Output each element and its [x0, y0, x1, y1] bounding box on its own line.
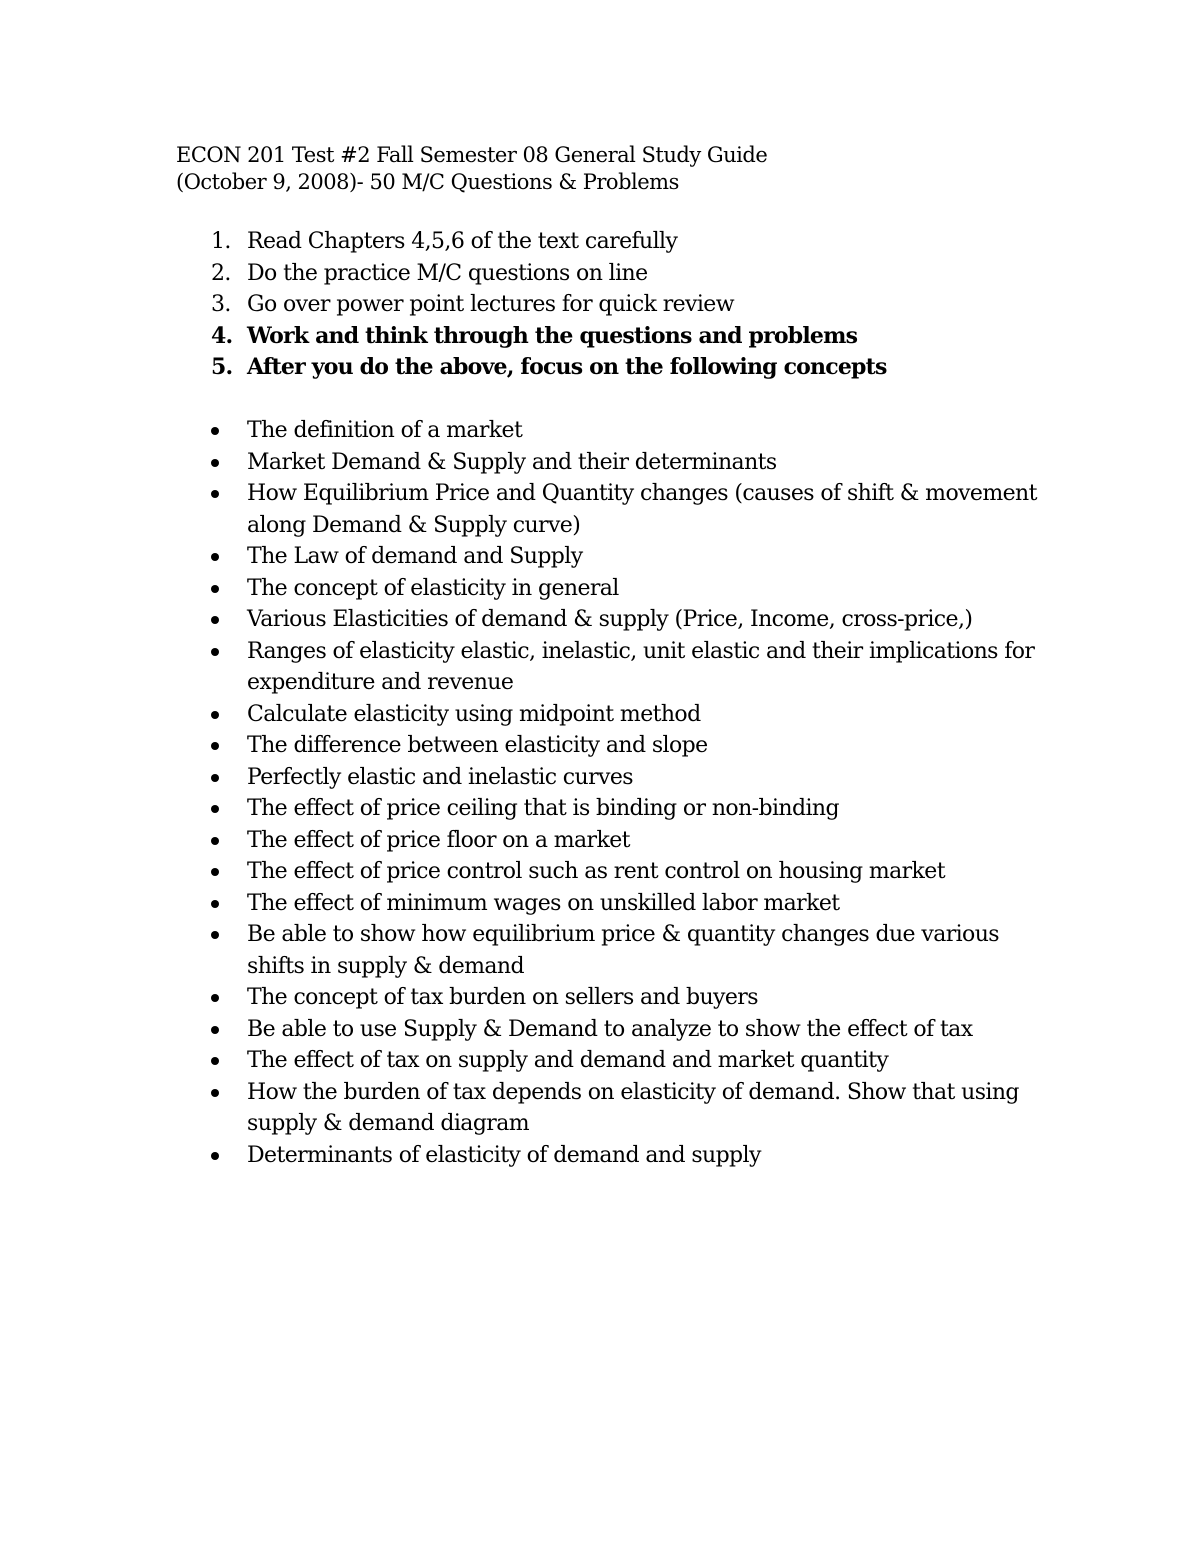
- concept-text: The effect of price floor on a market: [247, 827, 630, 853]
- concept-text: The difference between elasticity and slope: [247, 733, 708, 758]
- concept-text: The effect of price ceiling that is binding or non-binding: [247, 796, 839, 821]
- bullet-icon: [211, 1026, 219, 1034]
- concept-text: Calculate elasticity using midpoint method: [247, 701, 701, 727]
- step-number: 1.: [211, 229, 231, 254]
- bullet-icon: [211, 1152, 219, 1160]
- bullet-icon: [211, 711, 219, 719]
- concept-item: [0, 856, 1200, 888]
- document-header: [176, 142, 767, 196]
- concept-item: [0, 573, 1200, 605]
- step-text: Go over power point lectures for quick review: [247, 292, 734, 317]
- concept-text: Market Demand & Supply and their determinants: [247, 449, 777, 475]
- concept-item: [0, 762, 1200, 794]
- concept-item: [0, 447, 1200, 479]
- bullet-icon: [211, 648, 219, 656]
- concept-item: [0, 888, 1200, 920]
- concept-item: [0, 415, 1200, 447]
- concept-item: [0, 1140, 1200, 1172]
- concept-item: [0, 793, 1200, 825]
- bullet-icon: [211, 742, 219, 750]
- bullet-icon: [211, 837, 219, 845]
- step-number: 4.: [211, 322, 233, 349]
- step-number: 5.: [211, 354, 233, 380]
- bullet-icon: [211, 868, 219, 876]
- bullet-icon: [211, 1089, 219, 1097]
- concept-item: [0, 636, 1200, 699]
- concept-item: [0, 1014, 1200, 1046]
- bullet-icon: [211, 805, 219, 813]
- bullet-icon: [211, 585, 219, 593]
- concept-item: [0, 982, 1200, 1014]
- concept-item: [0, 919, 1200, 982]
- study-steps-list: [0, 226, 1200, 384]
- concepts-list: [0, 415, 1200, 1171]
- concept-item: [0, 604, 1200, 636]
- bullet-icon: [211, 1057, 219, 1065]
- concept-item: [0, 541, 1200, 573]
- step-text: Work and think through the questions and problems: [247, 322, 858, 349]
- step-item: [0, 352, 1200, 384]
- concept-text: Various Elasticities of demand & supply (Price, Income, cross-price,): [247, 607, 973, 632]
- step-item: [0, 226, 1200, 258]
- bullet-icon: [211, 459, 219, 467]
- concept-text: The effect of tax on supply and demand and market quantity: [247, 1048, 889, 1073]
- bullet-icon: [211, 994, 219, 1002]
- bullet-icon: [211, 490, 219, 498]
- step-number: 2.: [211, 260, 231, 286]
- concept-text: The Law of demand and Supply: [247, 544, 583, 569]
- step-text: Do the practice M/C questions on line: [247, 260, 648, 286]
- bullet-icon: [211, 427, 219, 435]
- step-item: [0, 258, 1200, 290]
- bullet-icon: [211, 616, 219, 624]
- concept-item: [0, 699, 1200, 731]
- concept-text: Ranges of elasticity elastic, inelastic, unit elastic and their implications for expenditure and revenue: [247, 638, 1035, 695]
- step-text: After you do the above, focus on the following concepts: [247, 354, 887, 380]
- concept-text: How the burden of tax depends on elasticity of demand. Show that using supply & demand diagram: [247, 1079, 1019, 1136]
- bullet-icon: [211, 774, 219, 782]
- step-item: [0, 321, 1200, 353]
- concept-item: [0, 1077, 1200, 1140]
- bullet-icon: [211, 931, 219, 939]
- concept-item: [0, 730, 1200, 762]
- concept-text: Be able to use Supply & Demand to analyze to show the effect of tax: [247, 1016, 973, 1042]
- concept-item: [0, 478, 1200, 541]
- concept-text: Perfectly elastic and inelastic curves: [247, 764, 633, 790]
- concept-text: The definition of a market: [247, 418, 523, 443]
- concept-text: The concept of elasticity in general: [247, 575, 619, 601]
- header-subtitle: (October 9, 2008)- 50 M/C Questions & Problems: [176, 170, 679, 194]
- concept-text: Determinants of elasticity of demand and supply: [247, 1142, 761, 1168]
- concept-text: The effect of minimum wages on unskilled labor market: [247, 890, 840, 916]
- concept-text: Be able to show how equilibrium price & quantity changes due various shifts in supply & demand: [247, 922, 999, 979]
- step-number: 3.: [211, 292, 231, 317]
- step-item: [0, 289, 1200, 321]
- concept-item: [0, 825, 1200, 857]
- header-title: ECON 201 Test #2 Fall Semester 08 General Study Guide: [176, 143, 768, 167]
- step-text: Read Chapters 4,5,6 of the text carefully: [247, 229, 678, 254]
- concept-text: The concept of tax burden on sellers and buyers: [247, 985, 758, 1010]
- concept-text: The effect of price control such as rent control on housing market: [247, 859, 945, 884]
- bullet-icon: [211, 900, 219, 908]
- bullet-icon: [211, 553, 219, 561]
- concept-item: [0, 1045, 1200, 1077]
- concept-text: How Equilibrium Price and Quantity changes (causes of shift & movement along Demand & Supply curve): [247, 481, 1037, 538]
